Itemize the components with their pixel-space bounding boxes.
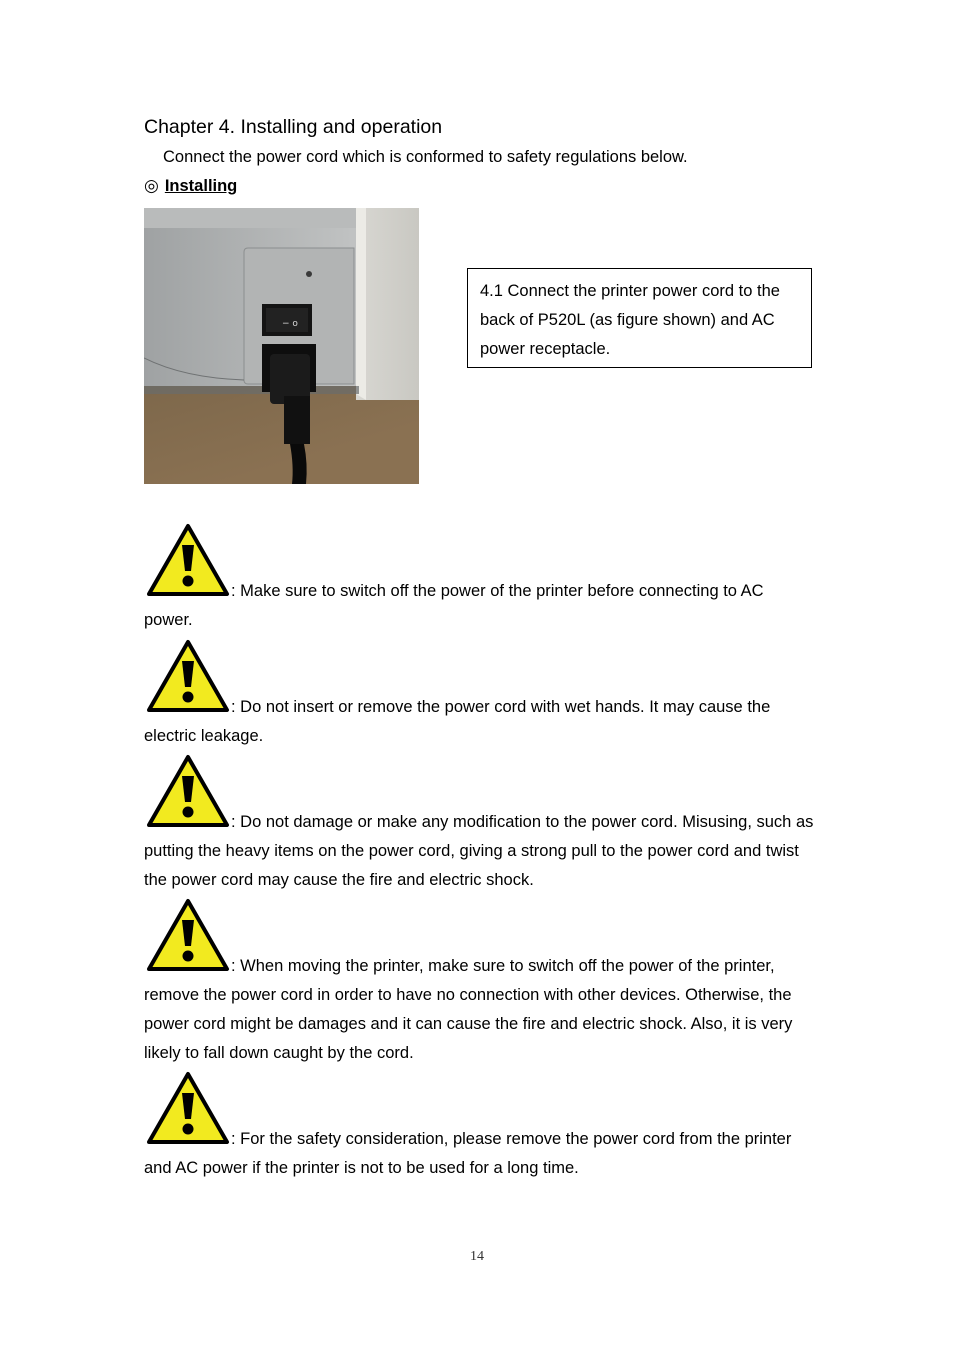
chapter-title: Chapter 4. Installing and operation xyxy=(144,116,443,138)
section-label: Installing xyxy=(164,177,238,195)
warning-icon xyxy=(146,754,230,828)
warning-text: : For the safety consideration, please remove the power cord from the printer and AC power if the printer is not to be used for a long time. xyxy=(144,1130,792,1177)
warning-item xyxy=(144,1071,814,1183)
warning-item xyxy=(144,898,814,1068)
warning-item xyxy=(144,523,814,635)
intro-text: Connect the power cord which is conformed to safety regulations below. xyxy=(163,148,688,166)
printer-power-photo xyxy=(144,208,419,484)
page-number: 14 xyxy=(470,1249,484,1264)
section-heading xyxy=(144,176,237,196)
double-circle-icon: ◎ xyxy=(144,176,159,196)
warning-text: : When moving the printer, make sure to switch off the power of the printer, remove the power cord in order to have no connection with other devices. Otherwise, the power cord might be damages and it can cause the fire and electric shock. Also, it is very likely to fall down caught by the cord. xyxy=(144,957,793,1062)
warning-text: : Make sure to switch off the power of the printer before connecting to AC power. xyxy=(144,582,764,629)
warning-item xyxy=(144,754,814,895)
instruction-callout: 4.1 Connect the printer power cord to the back of P520L (as figure shown) and AC power receptacle. xyxy=(467,268,812,368)
warning-text: : Do not insert or remove the power cord with wet hands. It may cause the electric leakage. xyxy=(144,698,771,745)
svg-text:− o: − o xyxy=(282,319,298,329)
warning-icon xyxy=(146,523,230,597)
warning-icon xyxy=(146,639,230,713)
warning-item xyxy=(144,639,814,751)
warning-icon xyxy=(146,1071,230,1145)
warning-text: : Do not damage or make any modification to the power cord. Misusing, such as putting the heavy items on the power cord, giving a strong pull to the power cord and twist the power cord may cause the fire and electric shock. xyxy=(144,813,814,889)
warning-icon xyxy=(146,898,230,972)
